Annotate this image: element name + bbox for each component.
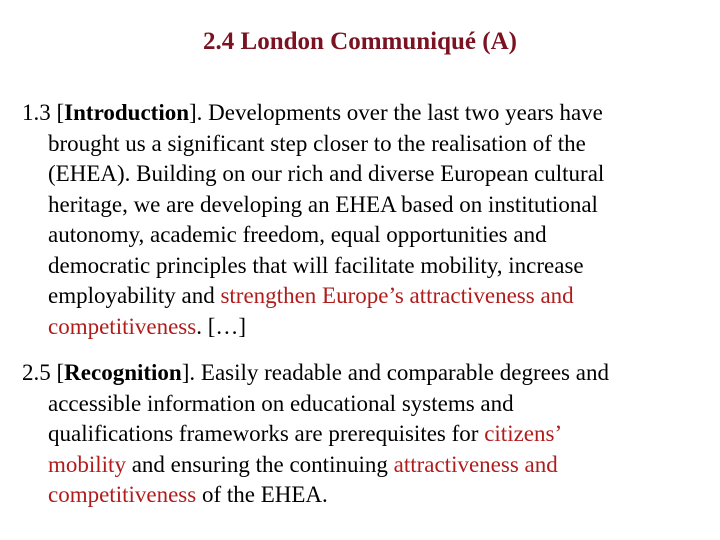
highlighted-text: citizens’ [484,421,563,446]
highlighted-text: strengthen Europe’s attractiveness and [220,283,574,308]
text-line: 2.5 [Recognition]. Easily readable and comparable degrees and [22,360,609,385]
text-line: qualifications frameworks are prerequisites for citizens’ [48,421,563,446]
text-line: 1.3 [Introduction]. Developments over the last two years have [22,100,603,125]
section-heading-recognition: Recognition [64,360,182,385]
text-line: heritage, we are developing an EHEA based on institutional [48,191,598,217]
section-heading-introduction: Introduction [64,100,189,125]
text-line: competitiveness. […] [48,313,247,339]
highlighted-text: attractiveness and [393,451,558,477]
paragraph-introduction [22,98,712,342]
text-line: employability and strengthen Europe’s attractiveness and [48,283,574,308]
text-line: mobility and ensuring the continuing attractiveness and [48,451,558,477]
highlighted-text: competitiveness [48,482,197,507]
highlighted-text: competitiveness [48,313,197,339]
text-line: democratic principles that will facilitate mobility, increase [48,252,584,278]
text-line: brought us a significant step closer to the realisation of the [48,130,586,156]
slide-title: 2.4 London Communiqué (A) [203,28,517,55]
text-line: autonomy, academic freedom, equal opportunities and [48,222,547,247]
paragraph-recognition [22,358,712,511]
text-line: competitiveness of the EHEA. [48,482,328,507]
text-line: accessible information on educational systems and [48,390,514,416]
highlighted-text: mobility [48,451,126,477]
text-line: (EHEA). Building on our rich and diverse European cultural [48,161,605,186]
